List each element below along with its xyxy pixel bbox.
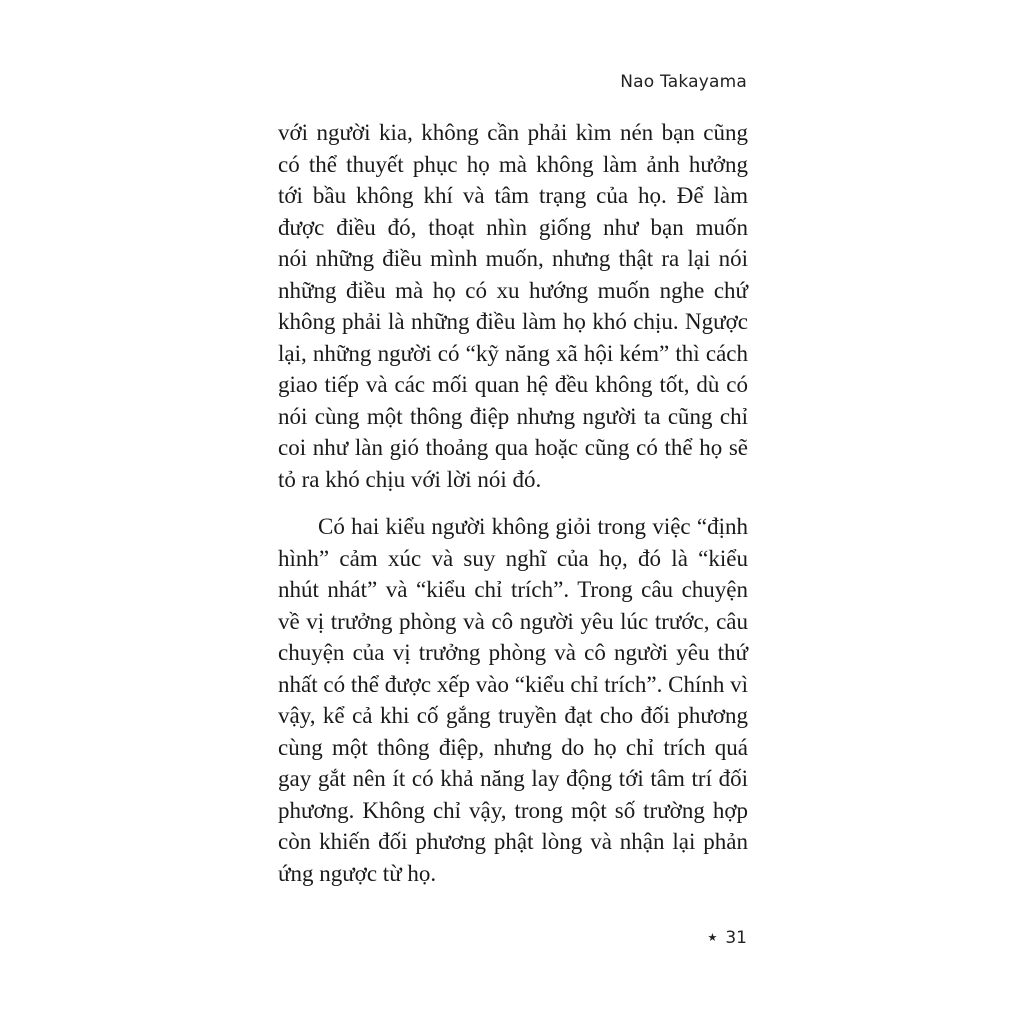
text-line: những điều mà họ có xu hướng muốn nghe chứ (278, 277, 748, 303)
paragraph-spacer (278, 495, 748, 511)
text-line: giao tiếp và các mối quan hệ đều không tốt, dù có (278, 372, 748, 397)
text-line: vậy, kể cả khi cố gắng truyền đạt cho đối phương (278, 703, 748, 728)
text-line: về vị trưởng phòng và cô người yêu lúc trước, câu (278, 608, 748, 634)
text-line: coi như làn gió thoảng qua hoặc cũng có thể họ sẽ (278, 435, 748, 460)
text-line: chuyện của vị trưởng phòng và cô người yêu thứ (278, 640, 748, 665)
page-footer (707, 928, 747, 948)
paragraph-1 (278, 117, 748, 495)
paragraph-2 (278, 511, 748, 889)
text-line: có thể thuyết phục họ mà không làm ảnh hưởng (278, 151, 748, 177)
text-line: không phải là những điều làm họ khó chịu. Ngược (278, 309, 748, 334)
text-line: tỏ ra khó chịu với lời nói đó. (278, 466, 542, 492)
text-line: lại, những người có “kỹ năng xã hội kém” thì cách (278, 340, 748, 366)
text-line: nói cùng một thông điệp nhưng người ta cũng chỉ (278, 403, 748, 429)
body-text (278, 117, 748, 889)
text-line: phương. Không chỉ vậy, trong một số trường hợp (278, 797, 748, 823)
text-line: Có hai kiểu người không giỏi trong việc “định (318, 514, 748, 539)
text-line: được điều đó, thoạt nhìn giống như bạn muốn (278, 214, 748, 240)
text-line: nhút nhát” và “kiểu chỉ trích”. Trong câu chuyện (278, 577, 748, 602)
text-line: với người kia, không cần phải kìm nén bạn cũng (278, 120, 748, 145)
text-line: còn khiến đối phương phật lòng và nhận lại phản (278, 829, 748, 854)
text-line: nhất có thể được xếp vào “kiểu chỉ trích”. Chính vì (278, 671, 748, 697)
text-line: hình” cảm xúc và suy nghĩ của họ, đó là “kiểu (278, 545, 748, 571)
star-icon: ★ (707, 931, 718, 944)
text-line: gay gắt nên ít có khả năng lay động tới tâm trí đối (278, 766, 748, 791)
text-line: nói những điều mình muốn, nhưng thật ra lại nói (278, 246, 748, 271)
running-header-author: Nao Takayama (620, 72, 747, 92)
text-line: tới bầu không khí và tâm trạng của họ. Để làm (278, 183, 748, 208)
page-number: 31 (725, 928, 747, 948)
text-line: ứng ngược từ họ. (278, 860, 437, 886)
text-line: cùng một thông điệp, nhưng do họ chỉ trích quá (278, 734, 748, 760)
